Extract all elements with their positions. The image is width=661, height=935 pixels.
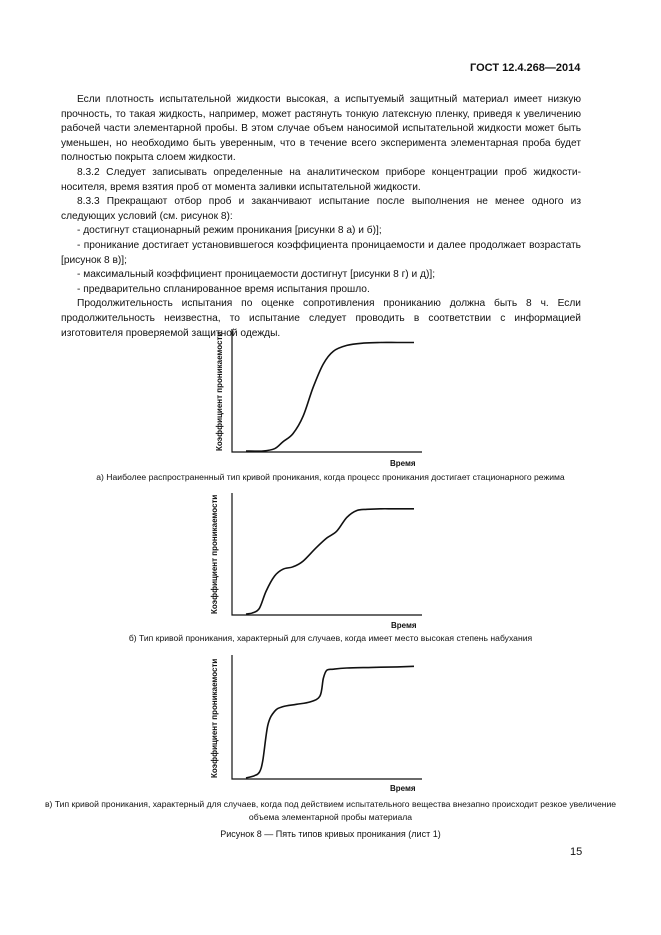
- condition-item: - предварительно спланированное время испытания прошло.: [77, 283, 370, 295]
- permeation-curve: [246, 666, 414, 778]
- chart-a: [232, 329, 422, 453]
- axes: [232, 655, 422, 779]
- caption-c: в) Тип кривой проникания, характерный для случаев, когда под действием испытательного вещества внезапно происходит резкое увеличение объема элементарной пробы материала: [44, 799, 617, 822]
- condition-item: - проникание достигает установившегося коэффициента проницаемости и далее продолжает возрастать [рисунок 8 в)];: [61, 239, 581, 266]
- x-axis-label-b: Время: [391, 621, 417, 630]
- condition-item: - достигнут стационарный режим проникания [рисунки 8 а) и б)];: [77, 225, 382, 237]
- figure-c: [232, 655, 422, 780]
- condition-item: - максимальный коэффициент проницаемости достигнут [рисунки 8 г) и д)];: [77, 269, 436, 281]
- paragraph: 8.3.2 Следует записывать определенные на аналитическом приборе концентрации проб жидкости-носителя, время взятия проб от момента заливки испытательной жидкости.: [61, 166, 581, 193]
- axes: [232, 493, 422, 615]
- caption-b: б) Тип кривой проникания, характерный для случаев, когда имеет место высокая степень набухания: [128, 633, 533, 643]
- chart-c: [232, 655, 422, 780]
- body-text: [61, 93, 581, 341]
- figure-title: Рисунок 8 — Пять типов кривых проникания (лист 1): [220, 829, 441, 839]
- x-axis-label-a: Время: [390, 459, 416, 468]
- standard-header: ГОСТ 12.4.268—2014: [470, 62, 581, 74]
- y-axis-label-c: Коэффициент проникаемости: [210, 658, 219, 778]
- figure-b: [232, 493, 422, 616]
- y-axis-label-b: Коэффициент проникаемости: [210, 494, 219, 614]
- figure-a: [232, 329, 422, 453]
- permeation-curve: [246, 509, 414, 614]
- paragraph: 8.3.3 Прекращают отбор проб и заканчивают испытание после выполнения не менее одного из следующих условий (см. рисунок 8):: [61, 196, 581, 222]
- chart-b: [232, 493, 422, 616]
- caption-a: а) Наиболее распространенный тип кривой проникания, когда процесс проникания достигает стационарного режима: [96, 472, 565, 482]
- paragraph: Продолжительность испытания по оценке сопротивления прониканию должна быть 8 ч. Если продолжительность неизвестна, то испытание следует проводить в соответствии с информацией изготовителя проверяемой защитной одежды.: [61, 298, 581, 339]
- axes: [232, 329, 422, 452]
- permeation-curve: [246, 342, 414, 451]
- paragraph: Если плотность испытательной жидкости высокая, а испытуемый защитный материал имеет низкую прочность, то такая жидкость, например, может растянуть тонкую латексную пленку, приведя к увеличению рабочей части элементарной пробы. В этом случае объем наносимой испытательной жидкости может быть уменьшен, но необходимо быть уверенным, что в течение всего эксперимента элементарная проба будет полностью покрыта слоем жидкости.: [61, 94, 581, 164]
- page-number: 15: [570, 846, 583, 858]
- x-axis-label-c: Время: [390, 784, 416, 793]
- y-axis-label-a: Коэффициент проникаемости: [215, 331, 224, 451]
